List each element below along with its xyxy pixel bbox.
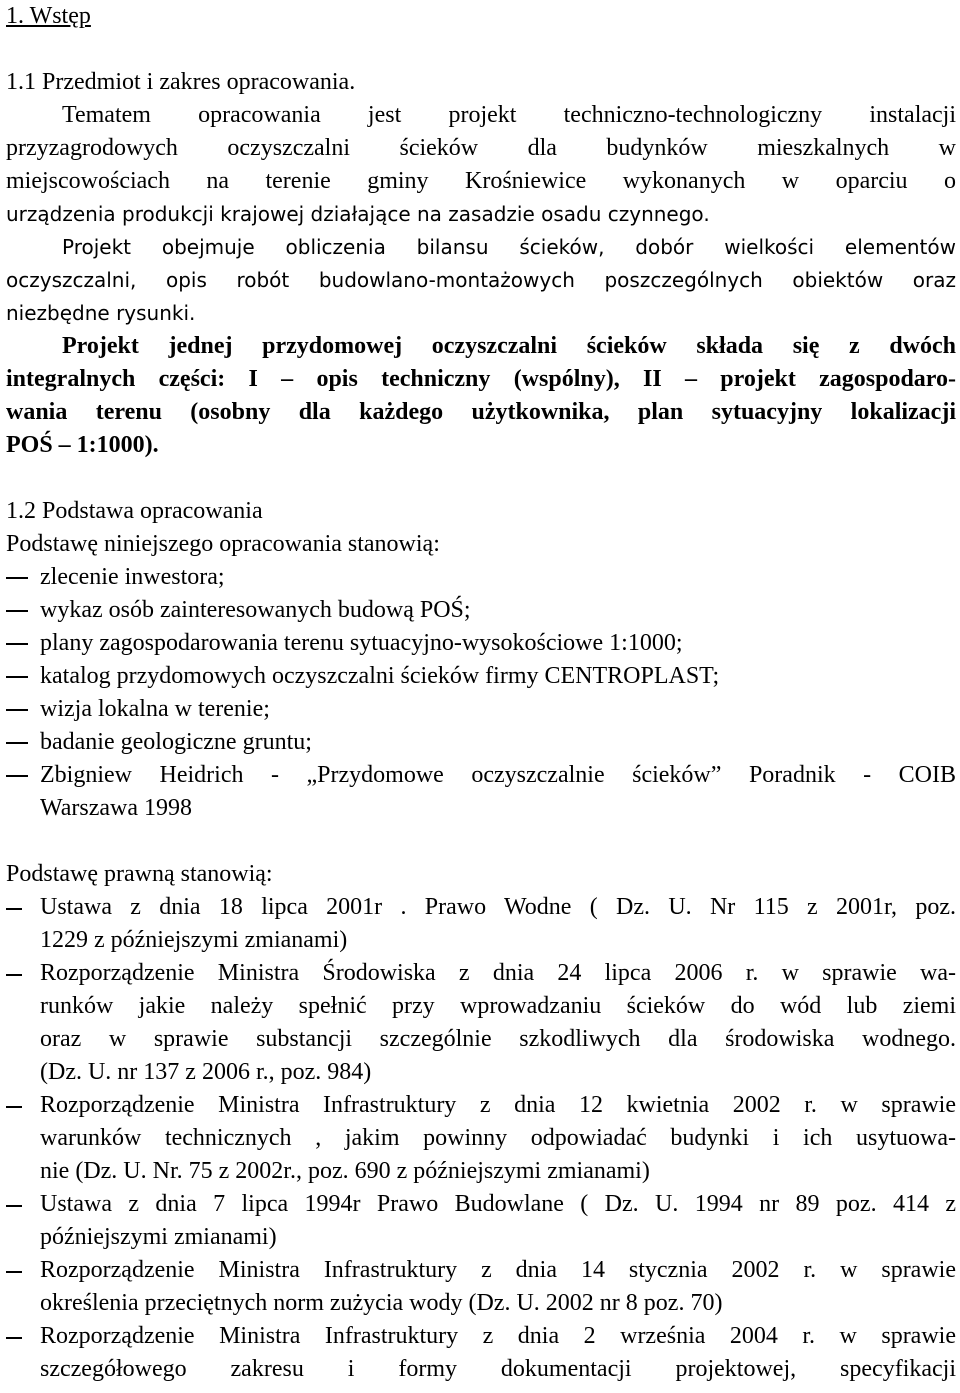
para3-line-2: integralnych części: I – opis techniczny (wspólny), II – projekt zagospodaro- xyxy=(6,366,956,392)
legal-item-continuation: (Dz. U. nr 137 z 2006 r., poz. 984) xyxy=(40,1059,372,1085)
list-item: zlecenie inwestora; xyxy=(40,564,225,590)
legal-item-continuation: nie (Dz. U. Nr. 75 z 2002r., poz. 690 z późniejszymi zmianami) xyxy=(40,1158,650,1184)
legal-item: Ustawa z dnia 18 lipca 2001r . Prawo Wodne ( Dz. U. Nr 115 z 2001r, poz. xyxy=(40,894,956,920)
document-page xyxy=(6,0,956,1386)
para2-line-2: oczyszczalni, opis robót budowlano-montażowych poszczególnych obiektów oraz xyxy=(6,268,956,292)
para2-line-1: Projekt obejmuje obliczenia bilansu ścieków, dobór wielkości elementów xyxy=(62,235,956,259)
legal-item: Rozporządzenie Ministra Infrastruktury z dnia 14 stycznia 2002 r. w sprawie xyxy=(40,1257,956,1283)
para1-line-2: przyzagrodowych oczyszczalni ścieków dla budynków mieszkalnych w xyxy=(6,135,956,161)
legal-intro: Podstawę prawną stanowią: xyxy=(6,861,273,887)
list-item: plany zagospodarowania terenu sytuacyjno-wysokościowe 1:1000; xyxy=(40,630,683,656)
legal-item-continuation: określenia przeciętnych norm zużycia wody (Dz. U. 2002 nr 8 poz. 70) xyxy=(40,1290,723,1316)
para2-line-3: niezbędne rysunki. xyxy=(6,301,196,325)
para1-line-4: urządzenia produkcji krajowej działające na zasadzie osadu czynnego. xyxy=(6,202,710,226)
section-1-1-title: 1.1 Przedmiot i zakres opracowania. xyxy=(6,69,356,95)
list-item: katalog przydomowych oczyszczalni ścieków firmy CENTROPLAST; xyxy=(40,663,720,689)
para1-line-1: Tematem opracowania jest projekt techniczno-technologiczny instalacji xyxy=(62,102,956,128)
list-item: Zbigniew Heidrich - „Przydomowe oczyszczalnie ścieków” Poradnik - COIB xyxy=(40,762,956,788)
basis-intro: Podstawę niniejszego opracowania stanowią: xyxy=(6,531,440,557)
list-item: wizja lokalna w terenie; xyxy=(40,696,270,722)
legal-item: Ustawa z dnia 7 lipca 1994r Prawo Budowlane ( Dz. U. 1994 nr 89 poz. 414 z xyxy=(40,1191,956,1217)
legal-item: Rozporządzenie Ministra Infrastruktury z dnia 12 kwietnia 2002 r. w sprawie xyxy=(40,1092,956,1118)
list-item-continuation: Warszawa 1998 xyxy=(40,795,193,821)
legal-item-continuation: warunków technicznych , jakim powinny odpowiadać budynki i ich usytuowa- xyxy=(40,1125,956,1151)
legal-item-continuation: oraz w sprawie substancji szczególnie szkodliwych dla środowiska wodnego. xyxy=(40,1026,956,1052)
para1-line-3: miejscowościach na terenie gminy Krośniewice wykonanych w oparciu o xyxy=(6,168,956,194)
para3-line-3: wania terenu (osobny dla każdego użytkownika, plan sytuacyjny lokalizacji xyxy=(6,399,956,425)
para3-line-1: Projekt jednej przydomowej oczyszczalni ścieków składa się z dwóch xyxy=(62,333,956,359)
legal-item-continuation: szczegółowego zakresu i formy dokumentacji projektowej, specyfikacji xyxy=(40,1356,956,1382)
heading: 1. Wstęp xyxy=(6,3,91,29)
legal-item: Rozporządzenie Ministra Infrastruktury z dnia 2 września 2004 r. w sprawie xyxy=(40,1323,956,1349)
para3-line-4: POŚ – 1:1000). xyxy=(6,432,159,458)
legal-item-continuation: runków jakie należy spełnić przy wprowadzaniu ścieków do wód lub ziemi xyxy=(40,993,956,1019)
list-item: wykaz osób zainteresowanych budową POŚ; xyxy=(40,597,471,623)
legal-item-continuation: 1229 z późniejszymi zmianami) xyxy=(40,927,348,953)
list-item: badanie geologiczne gruntu; xyxy=(40,729,312,755)
legal-item: Rozporządzenie Ministra Środowiska z dnia 24 lipca 2006 r. w sprawie wa- xyxy=(40,960,956,986)
section-1-2-title: 1.2 Podstawa opracowania xyxy=(6,498,263,524)
legal-item-continuation: późniejszymi zmianami) xyxy=(40,1224,277,1250)
